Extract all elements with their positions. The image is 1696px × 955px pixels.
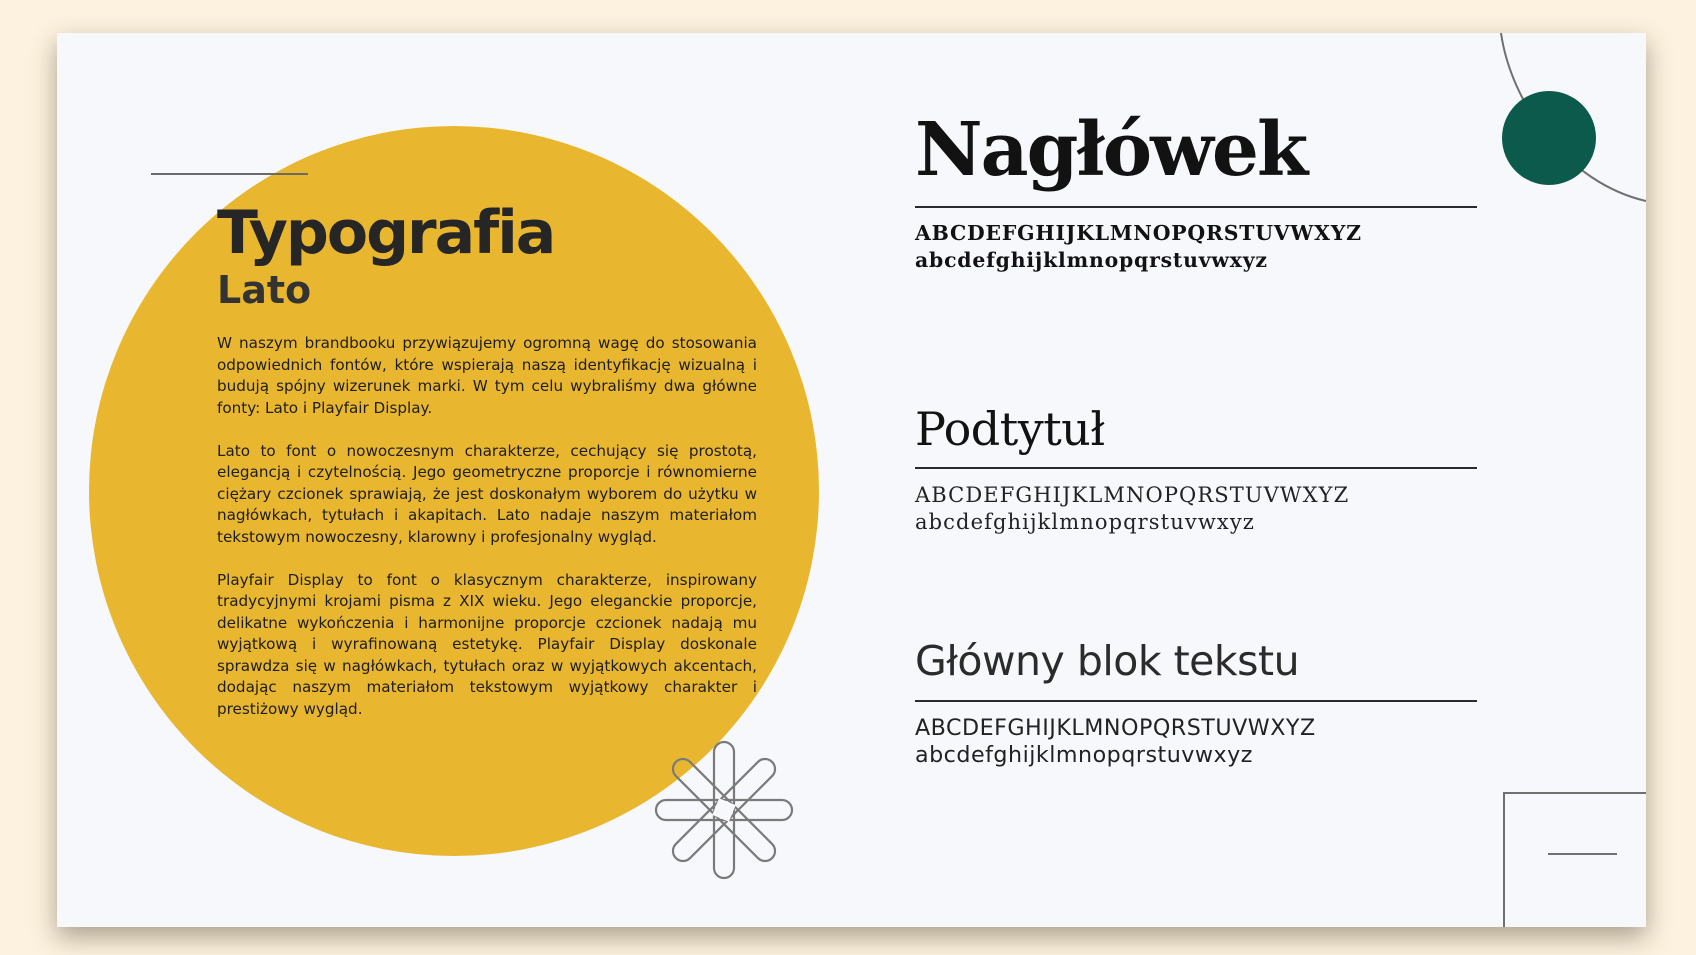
corner-frame bbox=[1503, 792, 1646, 927]
specimen-uppercase: ABCDEFGHIJKLMNOPQRSTUVWXYZ bbox=[915, 715, 1316, 741]
page-title: Typografia bbox=[217, 198, 555, 268]
specimen-lowercase: abcdefghijklmnopqrstuvwxyz bbox=[915, 248, 1268, 272]
specimen-lowercase: abcdefghijklmnopqrstuvwxyz bbox=[915, 742, 1253, 768]
specimen-heading: Nagłówek bbox=[915, 107, 1307, 193]
paragraph: W naszym brandbooku przywiązujemy ogromną wagę do stosowania odpowiednich fontów, które wspierają naszą identyfikację wizualną i budują spójny wizerunek marki. W tym celu wybraliśmy dwa główne fonty: Lato i Playfair Display. bbox=[217, 334, 757, 417]
specimen-rule bbox=[915, 467, 1477, 469]
specimen-heading: Główny blok tekstu bbox=[915, 637, 1300, 685]
paragraph: Playfair Display to font o klasycznym charakterze, inspirowany tradycyjnymi krojami pisma z XIX wieku. Jego eleganckie proporcje, delikatne wykończenia i harmonijne proporcje czcionek nadają mu wyjątkową i wyrafinowaną estetykę. Playfair Display doskonale sprawdza się w nagłówkach, tytułach oraz w wyjątkowych akcentach, dodając naszym materiałom tekstowym wyjątkowy charakter i prestiżowy wygląd. bbox=[217, 570, 757, 718]
specimen-heading: Podtytuł bbox=[915, 402, 1105, 456]
asterisk-outline-icon bbox=[654, 740, 794, 880]
description-text bbox=[217, 333, 757, 742]
decorative-rule bbox=[151, 173, 308, 175]
specimen-rule bbox=[915, 700, 1477, 702]
paragraph: Lato to font o nowoczesnym charakterze, cechujący się prostotą, elegancją i czytelnością. Jego geometryczne proporcje i równomierne ciężary czcionek sprawiają, że jest doskonałym wyborem do użytku w nagłówkach, tytułach i akapitach. Lato nadaje naszym materiałom tekstowym nowoczesny, klarowny i profesjonalny wygląd. bbox=[217, 441, 757, 546]
specimen-lowercase: abcdefghijklmnopqrstuvwxyz bbox=[915, 510, 1255, 534]
font-name-subtitle: Lato bbox=[217, 268, 312, 312]
specimen-rule bbox=[915, 206, 1477, 208]
slide bbox=[57, 33, 1646, 927]
green-dot bbox=[1502, 91, 1596, 185]
specimen-uppercase: ABCDEFGHIJKLMNOPQRSTUVWXYZ bbox=[915, 483, 1350, 507]
specimen-uppercase: ABCDEFGHIJKLMNOPQRSTUVWXYZ bbox=[915, 221, 1362, 245]
